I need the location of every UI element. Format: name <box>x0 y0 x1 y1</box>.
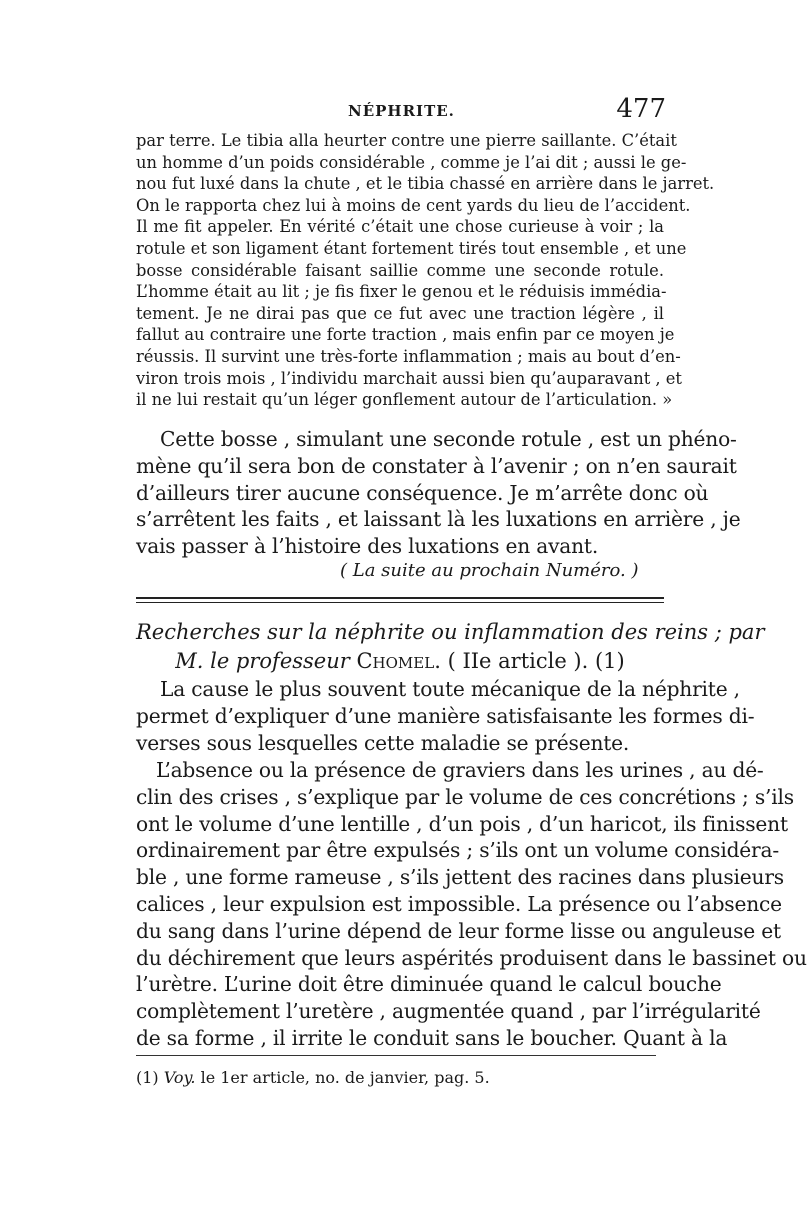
text-line: ble , une forme rameuse , s’ils jettent des racines dans plusieurs <box>136 865 784 890</box>
text-line: rotule et son ligament étant fortement tirés tout ensemble , et une <box>136 238 687 258</box>
page-number: 477 <box>616 94 666 124</box>
text-line: clin des crises , s’explique par le volume de ces concrétions ; s’ils <box>136 784 794 809</box>
text-line: réussis. Il survint une très-forte inflammation ; mais au bout d’en- <box>136 346 681 366</box>
article-paragraph-2 <box>136 757 807 1052</box>
text-line: L’absence ou la présence de graviers dans les urines , au dé- <box>156 758 764 782</box>
text-line: ordinairement par être expulsés ; s’ils ont un volume considéra- <box>136 838 779 863</box>
text-line: d’ailleurs tirer aucune conséquence. Je m’arrête donc où <box>136 480 709 505</box>
text-line: tement. Je ne dirai pas que ce fut avec une traction légère , il <box>136 303 664 323</box>
text-line: permet d’expliquer d’une manière satisfaisante les formes di- <box>136 703 755 728</box>
text-line: il ne lui restait qu’un léger gonflement autour de l’articulation. » <box>136 390 673 410</box>
footnote-marker: (1) <box>136 1068 159 1087</box>
section-divider-thin <box>136 602 664 603</box>
running-head <box>136 94 666 128</box>
footnote-text: le 1er article, no. de janvier, pag. 5. <box>200 1068 490 1087</box>
footnote-divider <box>136 1055 656 1056</box>
text-line: On le rapporta chez lui à moins de cent yards du lieu de l’accident. <box>136 195 691 215</box>
article-title <box>136 618 765 676</box>
quote-paragraph <box>136 130 715 411</box>
text-line: ont le volume d’une lentille , d’un pois , d’un haricot, ils finissent <box>136 811 788 836</box>
article-paragraph-1 <box>136 676 755 756</box>
text-line: du déchirement que leurs aspérités produisent dans le bassinet ou <box>136 945 807 970</box>
text-line: L’homme était au lit ; je fis fixer le genou et le réduisis immédia- <box>136 282 667 302</box>
text-line: nou fut luxé dans la chute , et le tibia chassé en arrière dans le jarret. <box>136 174 715 194</box>
article-title-line: Recherches sur la néphrite ou inflammation des reins ; par <box>136 620 765 644</box>
byline-prefix: M. le professeur <box>175 649 350 673</box>
article-byline <box>136 647 664 676</box>
text-line: verses sous lesquelles cette maladie se présente. <box>136 730 630 755</box>
text-line: fallut au contraire une forte traction , mais enfin par ce moyen je <box>136 325 675 345</box>
author-name: Chomel. <box>356 649 441 673</box>
article-part: ( IIe article ). (1) <box>447 649 625 673</box>
text-line: vais passer à l’histoire des luxations en avant. <box>136 534 599 559</box>
text-line: La cause le plus souvent toute mécanique de la néphrite , <box>160 677 740 701</box>
text-line: calices , leur expulsion est impossible. La présence ou l’absence <box>136 891 782 916</box>
text-line: s’arrêtent les faits , et laissant là les luxations en arrière , je <box>136 507 741 532</box>
text-line: par terre. Le tibia alla heurter contre une pierre saillante. C’était <box>136 131 677 150</box>
continuation-note: ( La suite au prochain Numéro. ) <box>340 560 639 581</box>
running-title: NÉPHRITE. <box>348 102 455 120</box>
text-line: Cette bosse , simulant une seconde rotule , est un phéno- <box>160 427 737 451</box>
text-line: un homme d’un poids considérable , comme je l’ai dit ; aussi le ge- <box>136 152 687 172</box>
section-divider-thick <box>136 597 664 599</box>
text-line: complètement l’uretère , augmentée quand , par l’irrégularité <box>136 999 761 1024</box>
footnote-abbreviation: Voy. <box>163 1068 196 1087</box>
text-line: viron trois mois , l’individu marchait aussi bien qu’auparavant , et <box>136 368 682 388</box>
text-line: de sa forme , il irrite le conduit sans le boucher. Quant à la <box>136 1025 728 1050</box>
text-line: du sang dans l’urine dépend de leur forme lisse ou anguleuse et <box>136 918 781 943</box>
footnote <box>136 1068 490 1087</box>
text-line: l’urètre. L’urine doit être diminuée quand le calcul bouche <box>136 972 722 997</box>
closing-paragraph <box>136 426 741 560</box>
text-line: Il me fit appeler. En vérité c’était une chose curieuse à voir ; la <box>136 217 664 237</box>
text-line: bosse considérable faisant saillie comme une seconde rotule. <box>136 260 664 280</box>
text-line: mène qu’il sera bon de constater à l’avenir ; on n’en saurait <box>136 453 737 478</box>
